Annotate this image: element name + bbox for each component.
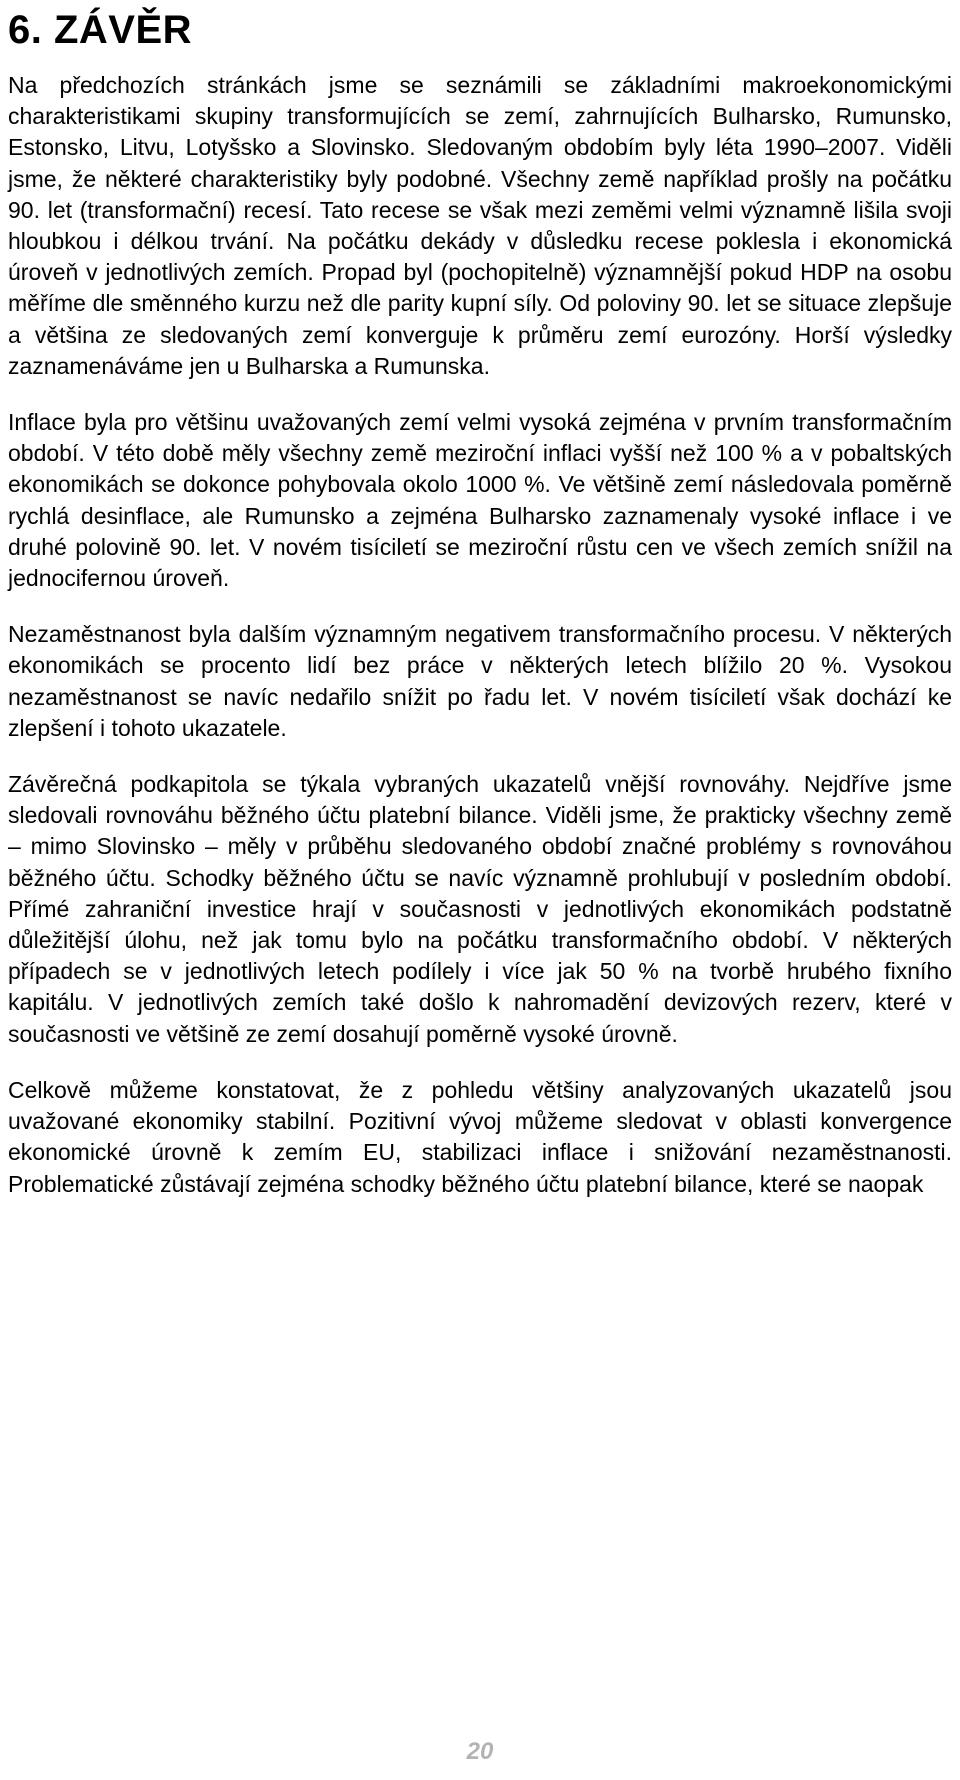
paragraph-unemployment: Nezaměstnanost byla dalším významným negativem transformačního procesu. V některých ekonomikách se procento lidí bez práce v některých letech blížilo 20 %. Vysokou nezaměstnanost se navíc nedařilo snížit po řadu let. V novém tisíciletí však dochází ke zlepšení i tohoto ukazatele. <box>8 621 952 741</box>
paragraph-intro: Na předchozích stránkách jsme se seznámili se základními makroekonomickými charakteristikami skupiny transformujících se zemí, zahrnujících Bulharsko, Rumunsko, Estonsko, Litvu, Lotyšsko a Slovinsko. Sledovaným obdobím byly léta 1990–2007. Viděli jsme, že některé charakteristiky byly podobné. Všechny země například prošly na počátku 90. let (transformační) recesí. Tato recese se však mezi zeměmi velmi významně lišila svoji hloubkou i délkou trvání. Na počátku dekády v důsledku recese poklesla i ekonomická úroveň v jednotlivých zemích. Propad byl (pochopitelně) významnější pokud HDP na osobu měříme dle směnného kurzu než dle parity kupní síly. Od poloviny 90. let se situace zlepšuje a většina ze sledovaných zemí konverguje k průměru zemí eurozóny. Horší výsledky zaznamenáváme jen u Bulharska a Rumunska. <box>8 72 952 379</box>
section-title: 6. ZÁVĚR <box>8 8 193 52</box>
paragraph-inflation: Inflace byla pro většinu uvažovaných zemí velmi vysoká zejména v prvním transformačním období. V této době měly všechny země meziroční inflaci vyšší než 100 % a v pobaltských ekonomikách se dokonce pohybovala okolo 1000 %. Ve většině zemí následovala poměrně rychlá desinflace, ale Rumunsko a zejména Bulharsko zaznamenaly vysoké inflace i ve druhé polovině 90. let. V novém tisíciletí se meziroční růstu cen ve všech zemích snížil na jednocifernou úroveň. <box>8 409 952 592</box>
paragraph-external-balance: Závěrečná podkapitola se týkala vybraných ukazatelů vnější rovnováhy. Nejdříve jsme sledovali rovnováhu běžného účtu platební bilance. Viděli jsme, že prakticky všechny země – mimo Slovinsko – měly v průběhu sledovaného období značné problémy s rovnováhou běžného účtu. Schodky běžného účtu se navíc významně prohlubují v posledním období. Přímé zahraniční investice hrají v současnosti v jednotlivých ekonomikách podstatně důležitější úlohu, než jak tomu bylo na počátku transformačního období. V některých případech se v jednotlivých letech podílely i více jak 50 % na tvorbě hrubého fixního kapitálu. V jednotlivých zemích také došlo k nahromadění devizových rezerv, které v současnosti ve většině ze zemí dosahují poměrně vysoké úrovně. <box>8 771 952 1047</box>
page-number: 20 <box>466 1738 494 1765</box>
document-page <box>8 0 952 1200</box>
paragraph-summary: Celkově můžeme konstatovat, že z pohledu většiny analyzovaných ukazatelů jsou uvažované ekonomiky stabilní. Pozitivní vývoj můžeme sledovat v oblasti konvergence ekonomické úrovně k zemím EU, stabilizaci inflace i snižování nezaměstnanosti. Problematické zůstávají zejména schodky běžného účtu platební bilance, které se naopak <box>8 1076 952 1197</box>
